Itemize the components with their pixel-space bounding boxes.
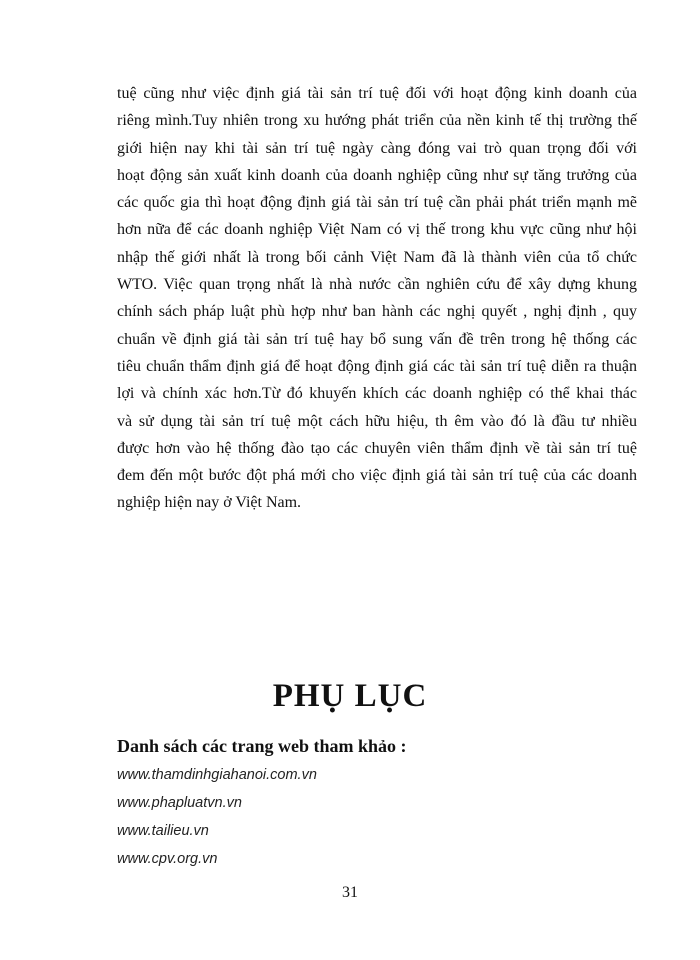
reference-link-list — [117, 765, 317, 877]
paragraph-line: tuệ cũng như việc định giá tài sản trí tuệ đối với hoạt động kinh doanh của — [117, 85, 637, 102]
reference-link: www.thamdinhgiahanoi.com.vn — [117, 767, 317, 783]
paragraph-line: tiêu chuẩn thẩm định giá để hoạt động định giá các tài sản trí tuệ diễn ra thuận — [117, 357, 637, 375]
references-heading: Danh sách các trang web tham khảo : — [117, 736, 407, 756]
paragraph-line: nghiệp hiện nay ở Việt Nam. — [117, 494, 302, 512]
page-number: 31 — [342, 884, 358, 901]
paragraph-line: riêng mình.Tuy nhiên trong xu hướng phát triển của nền kinh tế thị trường thế — [117, 112, 637, 130]
paragraph-line: chuẩn về định giá tài sản trí tuệ hay bổ sung vấn đề trên trong hệ thống các — [117, 330, 637, 348]
reference-link: www.phapluatvn.vn — [117, 795, 242, 811]
paragraph-line: nhập thế giới nhất là trong bối cảnh Việt Nam đã là thành viên của tổ chức — [117, 248, 637, 266]
paragraph-line: hơn nữa để các doanh nghiệp Việt Nam có vị thế trong khu vực cũng như hội — [117, 221, 637, 239]
paragraph-line: chính sách pháp luật phù hợp như ban hành các nghị quyết , nghị định , quy — [117, 303, 637, 321]
paragraph-line: và sử dụng tài sản trí tuệ một cách hữu hiệu, th êm vào đó là đầu tư nhiều — [117, 412, 637, 430]
reference-link: www.cpv.org.vn — [117, 851, 218, 867]
paragraph-line: được hơn vào hệ thống đào tạo các chuyên viên thẩm định về tài sản trí tuệ — [117, 439, 637, 457]
paragraph-line: WTO. Việc quan trọng nhất là nhà nước cần nghiên cứu để xây dựng khung — [117, 276, 637, 294]
reference-link: www.tailieu.vn — [117, 823, 209, 839]
paragraph-line: lợi và chính xác hơn.Từ đó khuyến khích các doanh nghiệp có thể khai thác — [117, 385, 637, 403]
paragraph-line: hoạt động sản xuất kinh doanh của doanh nghiệp cũng như sự tăng trưởng của — [117, 166, 637, 184]
paragraph-line: giới hiện nay khi tài sản trí tuệ ngày càng đóng vai trò quan trọng đối với — [117, 139, 637, 157]
paragraph-line: các quốc gia thì hoạt động định giá tài sản trí tuệ cần phải phát triển mạnh mẽ — [117, 194, 637, 212]
body-paragraph — [117, 80, 637, 517]
appendix-title: PHỤ LỤC — [272, 678, 428, 714]
paragraph-line: đem đến một bước đột phá mới cho việc định giá tài sản trí tuệ của các doanh — [117, 467, 637, 485]
